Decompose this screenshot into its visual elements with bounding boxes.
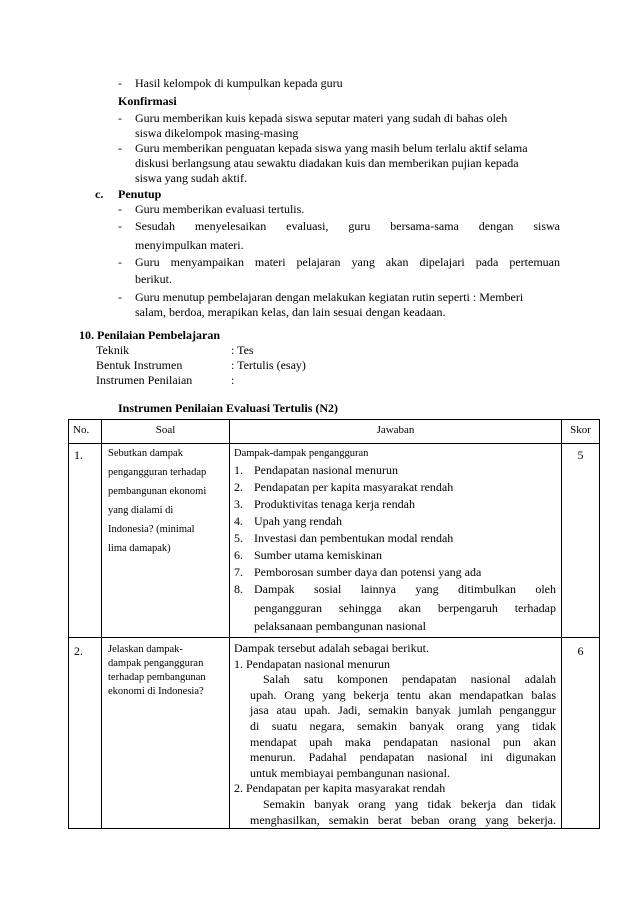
answer-line: jasa atau upah. Jadi, semakin banyak jumlah penganggur bbox=[250, 703, 556, 718]
item8-line-3: pelaksanaan pembangunan nasional bbox=[254, 619, 426, 633]
penutup-item-1: Guru memberikan evaluasi tertulis. bbox=[135, 202, 305, 216]
answer-line: di suatu negara, semakin banyak orang yang tidak bbox=[250, 718, 556, 733]
konfirmasi-item-2-line-3: siswa yang sudah aktif. bbox=[135, 171, 247, 185]
penutup-item-3-line-1: Guru menyampaikan materi pelajaran yang akan dipelajari pada pertemuan bbox=[135, 255, 560, 269]
answer-line: Semakin banyak orang yang tidak bekerja dan tidak bbox=[263, 796, 556, 811]
table-border bbox=[68, 637, 600, 638]
list-item: 3. Produktivitas tenaga kerja rendah bbox=[234, 497, 415, 511]
penilaian-heading: 10. Penilaian Pembelajaran bbox=[79, 328, 220, 342]
konfirmasi-item-1-line-1: Guru memberikan kuis kepada siswa seputar materi yang sudah di bahas oleh bbox=[135, 111, 508, 125]
table-border bbox=[68, 443, 600, 444]
soal-line: Sebutkan dampak bbox=[108, 448, 183, 459]
dash-marker: - bbox=[118, 76, 122, 90]
dash-marker: - bbox=[118, 202, 122, 216]
bullet-text: Hasil kelompok di kumpulkan kepada guru bbox=[135, 76, 343, 90]
list-item: 2. Pendapatan per kapita masyarakat rendah bbox=[234, 480, 454, 494]
soal-line: terhadap pembangunan bbox=[108, 672, 206, 683]
soal-line: yang dialami di bbox=[108, 505, 174, 516]
item8-number: 8. bbox=[234, 582, 243, 596]
penutup-item-2-line-2: menyimpulkan materi. bbox=[135, 238, 244, 252]
teknik-value: : Tes bbox=[231, 343, 254, 357]
soal-line: dampak pengangguran bbox=[108, 658, 204, 669]
answer-point-1-head: 1. Pendapatan nasional menurun bbox=[234, 656, 390, 671]
soal-line: Indonesia? (minimal bbox=[108, 524, 195, 535]
row-number: 1. bbox=[74, 448, 83, 462]
dash-marker: - bbox=[118, 141, 122, 155]
evaluation-table bbox=[68, 419, 600, 829]
answer-point-2-head: 2. Pendapatan per kapita masyarakat rendah bbox=[234, 781, 446, 796]
answer-line: untuk membiayai pembangunan nasional. bbox=[250, 765, 450, 780]
instrumen-penilaian-label: Instrumen Penilaian bbox=[96, 373, 193, 387]
answer-line: menghasilkan, semakin berat beban orang yang bekerja. bbox=[250, 812, 556, 827]
table-border bbox=[561, 419, 562, 829]
list-item: 5. Investasi dan pembentukan modal rendah bbox=[234, 531, 454, 545]
table-border bbox=[229, 419, 230, 829]
list-item: 6. Sumber utama kemiskinan bbox=[234, 548, 382, 562]
soal-line: Jelaskan dampak- bbox=[108, 644, 183, 655]
dash-marker: - bbox=[118, 290, 122, 304]
soal-line: lima damapak) bbox=[108, 543, 171, 554]
table-title: Instrumen Penilaian Evaluasi Tertulis (N2) bbox=[118, 401, 339, 415]
header-soal: Soal bbox=[155, 424, 176, 436]
konfirmasi-item-2-line-1: Guru memberikan penguatan kepada siswa yang masih belum terlalu aktif selama bbox=[135, 141, 528, 155]
soal-line: pembangunan ekonomi bbox=[108, 486, 207, 497]
table-border bbox=[599, 419, 600, 829]
dash-marker: - bbox=[118, 219, 122, 233]
penutup-item-3-line-2: berikut. bbox=[135, 272, 172, 286]
penutup-item-4-line-2: salam, berdoa, merapikan kelas, dan lain sesuai dengan keadaan. bbox=[135, 305, 446, 319]
table-border bbox=[68, 419, 600, 420]
answer-line: Salah satu komponen pendapatan nasional adalah bbox=[263, 672, 556, 687]
answer-line: menurun. Padahal pendapatan nasional ini digunakan bbox=[250, 750, 556, 765]
row-number: 2. bbox=[74, 644, 83, 658]
list-item: 1. Pendapatan nasional menurun bbox=[234, 463, 398, 477]
row2-soal bbox=[108, 643, 206, 699]
soal-line: ekonomi di Indonesia? bbox=[108, 686, 204, 697]
dash-marker: - bbox=[118, 111, 122, 125]
item8-line-2: pengangguran sehingga akan berpengaruh terhadap bbox=[254, 601, 556, 615]
row1-skor: 5 bbox=[577, 448, 584, 462]
answer-line: mendapat upah maka pendapatan nasional pun akan bbox=[250, 734, 556, 749]
penutup-marker: c. bbox=[95, 187, 104, 201]
table-border bbox=[68, 828, 600, 829]
list-item: 4. Upah yang rendah bbox=[234, 514, 342, 528]
table-border bbox=[68, 419, 69, 829]
list-item: 7. Pemborosan sumber daya dan potensi yang ada bbox=[234, 565, 482, 579]
konfirmasi-item-1-line-2: siswa dikelompok masing-masing bbox=[135, 126, 299, 140]
penutup-item-2-line-1: Sesudah menyelesaikan evaluasi, guru bersama-sama dengan siswa bbox=[135, 219, 560, 233]
soal-line: pengangguran terhadap bbox=[108, 467, 207, 478]
row2-answer bbox=[234, 641, 556, 828]
row1-list bbox=[234, 462, 481, 581]
instrumen-penilaian-value: : bbox=[231, 373, 235, 387]
row1-intro: Dampak-dampak pengangguran bbox=[234, 448, 369, 459]
penutup-heading: Penutup bbox=[118, 187, 162, 201]
bentuk-instrumen-value: : Tertulis (esay) bbox=[231, 358, 306, 372]
teknik-label: Teknik bbox=[96, 343, 130, 357]
header-skor: Skor bbox=[570, 424, 591, 436]
row1-soal bbox=[108, 446, 206, 557]
konfirmasi-item-2-line-2: diskusi berlangsung atau sewaktu diadakan kuis dan memberikan pujian kepada bbox=[135, 156, 519, 170]
table-border bbox=[101, 419, 102, 829]
answer-intro: Dampak tersebut adalah sebagai berikut. bbox=[234, 641, 429, 655]
penutup-item-4-line-1: Guru menutup pembelajaran dengan melakukan kegiatan rutin seperti : Memberi bbox=[135, 290, 524, 304]
item8-line-1: Dampak sosial lainnya yang ditimbulkan oleh bbox=[254, 582, 556, 596]
header-no: No. bbox=[73, 424, 90, 436]
header-jawaban: Jawaban bbox=[376, 424, 415, 436]
row2-skor: 6 bbox=[577, 644, 584, 658]
answer-line: upah. Orang yang bekerja tentu akan mendapatkan balas bbox=[250, 687, 556, 702]
dash-marker: - bbox=[118, 255, 122, 269]
bentuk-instrumen-label: Bentuk Instrumen bbox=[96, 358, 183, 372]
konfirmasi-heading: Konfirmasi bbox=[118, 94, 177, 108]
